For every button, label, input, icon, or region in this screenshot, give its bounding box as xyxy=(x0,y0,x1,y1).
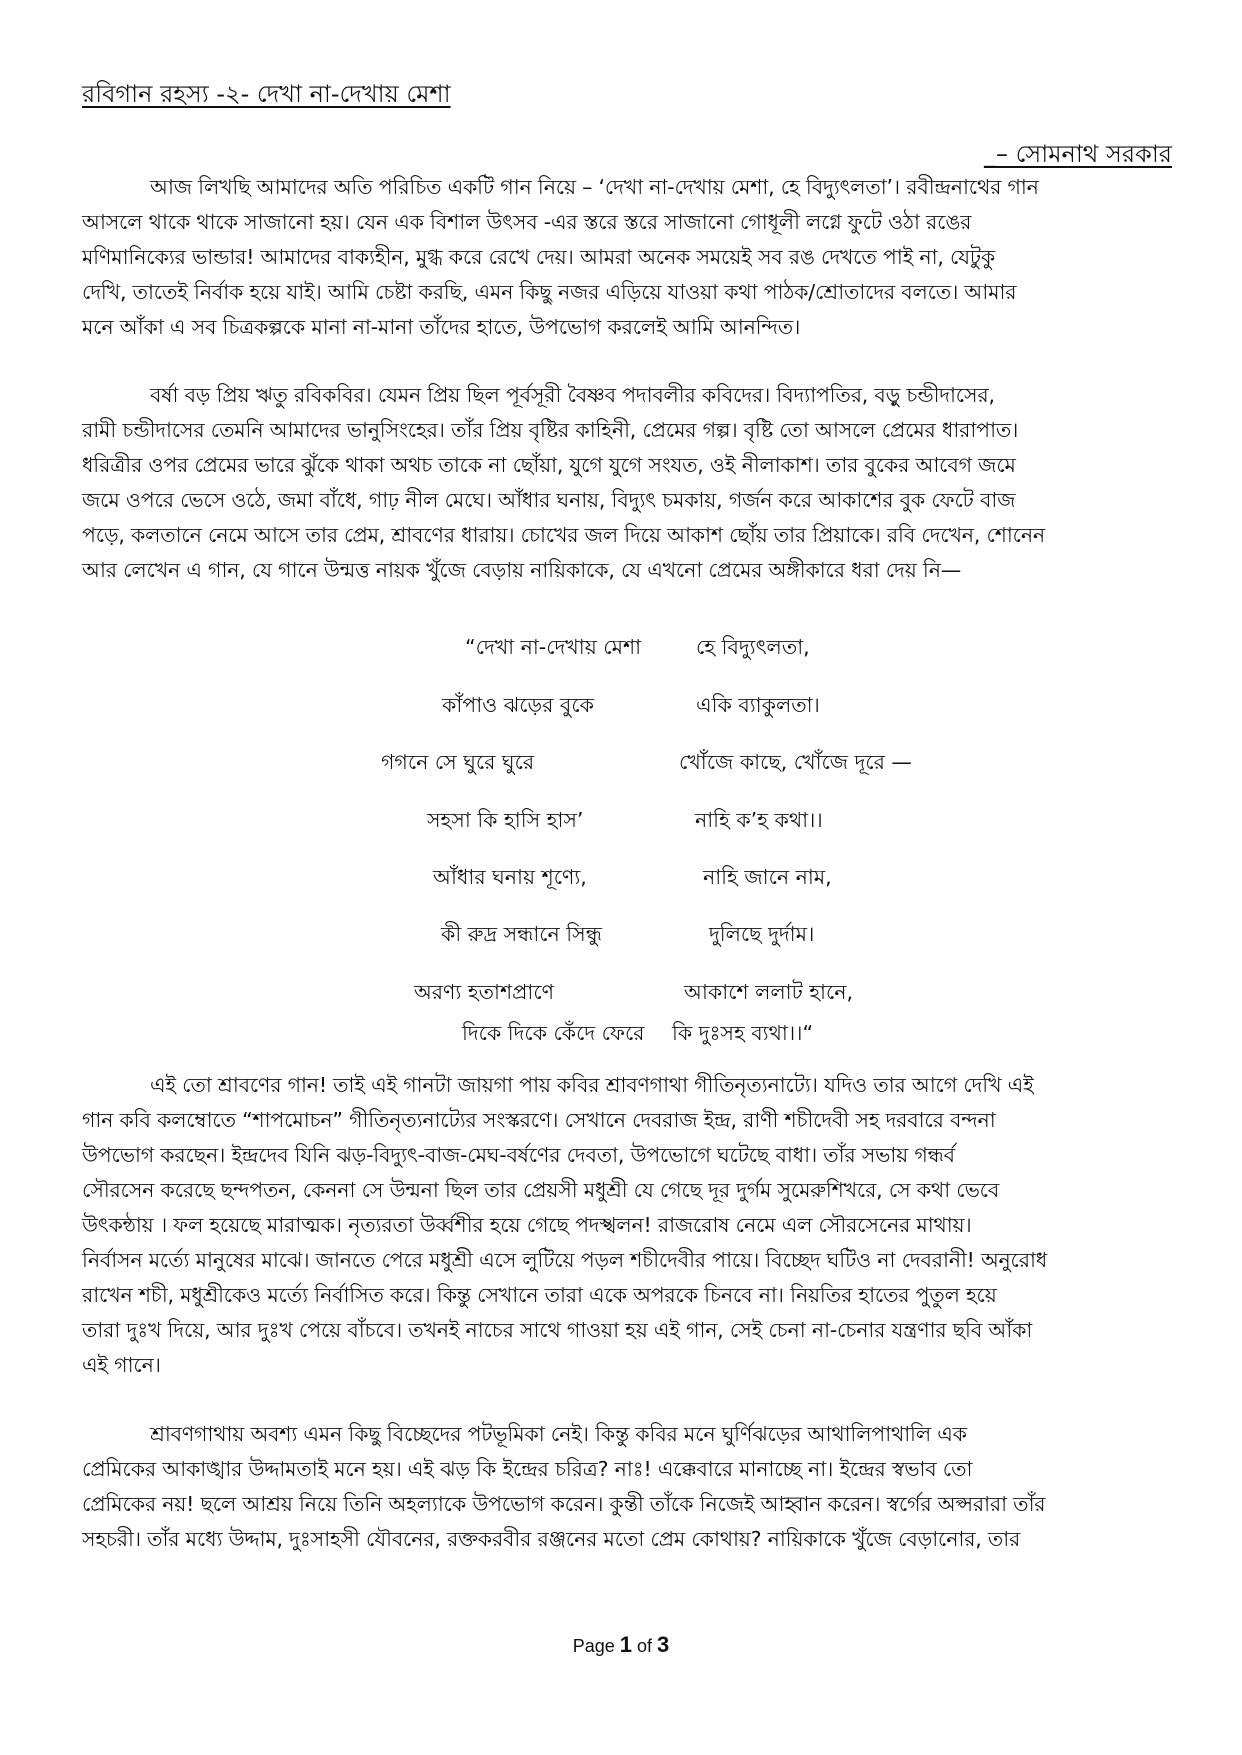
poem-line-right: হে বিদ্যুৎলতা, xyxy=(696,635,810,659)
paragraph-line: ধরিত্রীর ওপর প্রেমের ভারে ঝুঁকে থাকা অথচ তাকে না ছোঁয়া, যুগে যুগে সংযত, ওই নীলাকাশ। তার বুকের আবেগ জমে xyxy=(82,453,1016,477)
paragraph-line: শ্রাবণগাথায় অবশ্য এমন কিছু বিচ্ছেদের পটভূমিকা নেই। কিন্তু কবির মনে ঘুর্ণিঝড়ের আথালিপাথালি এক xyxy=(150,1422,967,1446)
paragraph-line: বর্ষা বড় প্রিয় ঋতু রবিকবির। যেমন প্রিয় ছিল পূর্বসূরী বৈষ্ণব পদাবলীর কবিদের। বিদ্যাপতির, বড়ু চন্ডীদাসের, xyxy=(150,383,995,407)
paragraph-line: এই তো শ্রাবণের গান! তাই এই গানটা জায়গা পায় কবির শ্রাবণগাথা গীতিনৃত্যনাট্যে। যদিও তার আগে দেখি এই xyxy=(150,1073,1034,1097)
paragraph-line: পড়ে, কলতানে নেমে আসে তার প্রেম, শ্রাবণের ধারায়। চোখের জল দিয়ে আকাশ ছোঁয় তার প্রিয়াকে। রবি দেখেন, শোনেন xyxy=(82,523,1045,547)
paragraph-line: তারা দুঃখ দিয়ে, আর দুঃখ পেয়ে বাঁচবে। তখনই নাচের সাথে গাওয়া হয় এই গান, সেই চেনা না-চেনার যন্ত্রণার ছবি আঁকা xyxy=(82,1318,1033,1342)
poem-line-left: “দেখা না-দেখায় মেশা xyxy=(465,635,642,659)
paragraph-line: প্রেমিকের নয়! ছলে আশ্রয় নিয়ে তিনি অহল্যাকে উপভোগ করেন। কুন্তী তাঁকে নিজেই আহ্বান করেন। স্বর্গের অপ্সরারা তাঁর xyxy=(82,1492,1046,1516)
author-name: _– সোমনাথ সরকার xyxy=(984,140,1172,168)
paragraph-line: সৌরসেন করেছে ছন্দপতন, কেননা সে উন্মনা ছিল তার প্রেয়সী মধুশ্রী যে গেছে দূর দুর্গম সুমেরুশিখরে, সে কথা ভেবে xyxy=(82,1178,1000,1202)
paragraph-line: এই গানে। xyxy=(82,1353,161,1377)
poem-line-left: আঁধার ঘনায় শূণ্যে, xyxy=(433,865,587,889)
paragraph-line: দেখি, তাতেই নির্বাক হয়ে যাই। আমি চেষ্টা করছি, এমন কিছু নজর এড়িয়ে যাওয়া কথা পাঠক/শ্রোতাদের বলতে। আমার xyxy=(82,280,1017,304)
paragraph-line: সহচরী। তাঁর মধ্যে উদ্দাম, দুঃসাহসী যৌবনের, রক্তকরবীর রঞ্জনের মতো প্রেম কোথায়? নায়িকাকে খুঁজে বেড়ানোর, তার xyxy=(82,1527,1021,1551)
poem-line-left: কাঁপাও ঝড়ের বুকে xyxy=(442,693,594,717)
poem-line-left: গগনে সে ঘুরে ঘুরে xyxy=(381,750,535,774)
paragraph-line: রামী চন্ডীদাসের তেমনি আমাদের ভানুসিংহের। তাঁর প্রিয় বৃষ্টির কাহিনী, প্রেমের গল্প। বৃষ্টি তো আসলে প্রেমের ধারাপাত। xyxy=(82,418,1019,442)
poem-line-left: সহসা কি হাসি হাস’ xyxy=(427,808,584,832)
paragraph-line: জমে ওপরে ভেসে ওঠে, জমা বাঁধে, গাঢ় নীল মেঘে। আঁধার ঘনায়, বিদ্যুৎ চমকায়, গর্জন করে আকাশের বুক ফেটে বাজ xyxy=(82,488,1016,512)
poem-line-right: নাহি ক’হ কথা।। xyxy=(695,808,823,832)
page-current: 1 xyxy=(619,1632,633,1657)
paragraph-line: উপভোগ করছেন। ইন্দ্রদেব যিনি ঝড়-বিদ্যুৎ-বাজ-মেঘ-বর্ষণের দেবতা, উপভোগে ঘটেছে বাধা। তাঁর সভায় গন্ধর্ব xyxy=(82,1143,955,1167)
paragraph-line: রাখেন শচী, মধুশ্রীকেও মর্ত্যে নির্বাসিত করে। কিন্তু সেখানে তারা একে অপরকে চিনবে না। নিয়তির হাতের পুতুল হয়ে xyxy=(82,1283,997,1307)
paragraph-line: আসলে থাকে থাকে সাজানো হয়। যেন এক বিশাল উৎসব -এর স্তরে স্তরে সাজানো গোধূলী লগ্নে ফুটে ওঠা রঙের xyxy=(82,210,972,234)
paragraph-line: আজ লিখছি আমাদের অতি পরিচিত একটি গান নিয়ে – ‘দেখা না-দেখায় মেশা, হে বিদ্যুৎলতা’। রবীন্দ্রনাথের গান xyxy=(150,175,1039,199)
document-title: রবিগান রহস্য -২- দেখা না-দেখায় মেশা xyxy=(82,80,451,108)
paragraph-line: নির্বাসন মর্ত্যে মানুষের মাঝে। জানতে পেরে মধুশ্রী এসে লুটিয়ে পড়ল শচীদেবীর পায়ে। বিচ্ছেদ ঘটিও না দেবরানী! অনুরোধ xyxy=(82,1248,1048,1272)
page-label: Page xyxy=(572,1636,620,1656)
paragraph-line: মণিমানিক্যের ভান্ডার! আমাদের বাক্যহীন, মুগ্ধ করে রেখে দেয়। আমরা অনেক সময়েই সব রঙ দেখতে পাই না, যেটুকু xyxy=(82,245,996,269)
poem-line-right: খোঁজে কাছে, খোঁজে দূরে — xyxy=(679,750,912,774)
poem-line-right: আকাশে ললাট হানে, xyxy=(684,980,853,1004)
poem-line-right: কি দুঃসহ ব্যথা।।“ xyxy=(672,1021,814,1045)
paragraph-line: আর লেখেন এ গান, যে গানে উন্মত্ত নায়ক খুঁজে বেড়ায় নায়িকাকে, যে এখনো প্রেমের অঙ্গীকারে ধরা দেয় নি— xyxy=(82,558,962,582)
page-number-footer xyxy=(0,1632,1242,1658)
page-total: 3 xyxy=(657,1632,670,1657)
poem-line-right: দুলিছে দুর্দাম। xyxy=(709,922,815,946)
poem-line-left: দিকে দিকে কেঁদে ফেরে xyxy=(462,1021,645,1045)
paragraph-line: গান কবি কলম্বোতে “শাপমোচন” গীতিনৃত্যনাট্যের সংস্করণে। সেখানে দেবরাজ ইন্দ্র, রাণী শচীদেবী সহ দরবারে বন্দনা xyxy=(82,1108,996,1132)
poem-line-left: অরণ্য হতাশপ্রাণে xyxy=(414,980,554,1004)
page-of-label: of xyxy=(632,1636,658,1656)
paragraph-line: উৎকন্ঠায় । ফল হয়েছে মারাত্মক। নৃত্যরতা উর্ব্বশীর হয়ে গেছে পদস্খলন! রাজরোষ নেমে এল সৌরসেনের মাথায়। xyxy=(82,1213,972,1237)
poem-line-right: নাহি জানে নাম, xyxy=(703,865,832,889)
paragraph-line: মনে আঁকা এ সব চিত্রকল্পকে মানা না-মানা তাঁদের হাতে, উপভোগ করলেই আমি আনন্দিত। xyxy=(82,315,801,339)
poem-line-right: একি ব্যাকুলতা। xyxy=(696,693,820,717)
poem-line-left: কী রুদ্র সন্ধানে সিন্ধু xyxy=(441,922,602,946)
paragraph-line: প্রেমিকের আকাঙ্খার উদ্দামতাই মনে হয়। এই ঝড় কি ইন্দ্রের চরিত্র? নাঃ! এক্কেবারে মানাচ্ছে না। ইন্দ্রের স্বভাব তো xyxy=(82,1457,973,1481)
